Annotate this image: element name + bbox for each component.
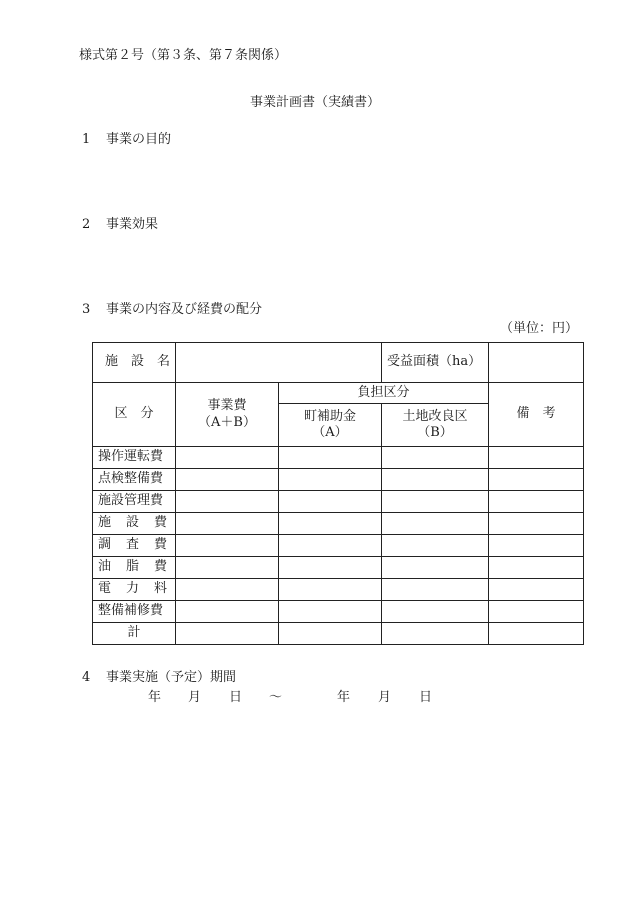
- cost-row-district-cell[interactable]: [382, 579, 489, 601]
- start-year-unit: 年: [148, 690, 162, 705]
- cost-row-district-cell[interactable]: [382, 447, 489, 469]
- town-subsidy-header: [279, 404, 382, 447]
- section-title: 事業実施（予定）期間: [106, 670, 237, 685]
- cost-header: [176, 383, 279, 447]
- section-number: 4: [82, 670, 91, 685]
- total-cost-cell[interactable]: [176, 623, 279, 645]
- header-row-1: [93, 383, 584, 404]
- total-label: 計: [93, 623, 176, 645]
- cost-row-cost-cell[interactable]: [176, 513, 279, 535]
- period-tilde: ～: [269, 690, 283, 705]
- area-value-cell[interactable]: [489, 343, 584, 383]
- section-number: 3: [82, 302, 91, 317]
- cost-row-town-cell[interactable]: [279, 601, 382, 623]
- cost-header-formula: （A＋B）: [198, 414, 256, 430]
- cost-row: [93, 579, 584, 601]
- cost-row-cost-cell[interactable]: [176, 447, 279, 469]
- section-number: 1: [82, 132, 91, 147]
- facility-name-cell[interactable]: [176, 343, 382, 383]
- cost-row-remarks-cell[interactable]: [489, 579, 584, 601]
- cost-row-cost-cell[interactable]: [176, 557, 279, 579]
- total-town-cell[interactable]: [279, 623, 382, 645]
- form-number: 様式第２号（第３条、第７条関係）: [79, 48, 288, 63]
- label-char: 料: [153, 581, 167, 597]
- label-char: 費: [153, 515, 167, 531]
- remarks-header: 備 考: [489, 383, 584, 447]
- cost-row-town-cell[interactable]: [279, 513, 382, 535]
- cost-row-label: 操作運転費: [93, 447, 176, 469]
- cost-row-label: 整備補修費: [93, 601, 176, 623]
- facility-label: 施 設 名: [93, 343, 176, 383]
- label-char: 費: [153, 537, 167, 553]
- cost-row-remarks-cell[interactable]: [489, 557, 584, 579]
- start-month-unit: 月: [188, 690, 202, 705]
- label-char: 費: [153, 559, 167, 575]
- end-year-unit: 年: [337, 690, 351, 705]
- cost-row-cost-cell[interactable]: [176, 491, 279, 513]
- cost-row-label: 施設管理費: [93, 491, 176, 513]
- cost-row-label: [93, 535, 176, 557]
- town-subsidy-label: 町補助金: [303, 408, 356, 424]
- cost-row-town-cell[interactable]: [279, 557, 382, 579]
- cost-row-town-cell[interactable]: [279, 447, 382, 469]
- cost-row-district-cell[interactable]: [382, 513, 489, 535]
- label-char: 油: [98, 559, 112, 575]
- cost-row: [93, 535, 584, 557]
- cost-row-label-chars: [93, 515, 175, 531]
- end-day-unit: 日: [419, 690, 433, 705]
- town-subsidy-sub: （A）: [312, 425, 348, 440]
- label-char: 査: [125, 537, 139, 553]
- facility-row: [93, 343, 584, 383]
- cost-row: [93, 601, 584, 623]
- cost-row-remarks-cell[interactable]: [489, 535, 584, 557]
- unit-note: （単位：円）: [499, 321, 578, 336]
- cost-row-label: [93, 579, 176, 601]
- cost-header-label: 事業費: [207, 398, 247, 414]
- cost-row: [93, 557, 584, 579]
- label-char: 施: [98, 515, 112, 531]
- cost-row-remarks-cell[interactable]: [489, 513, 584, 535]
- section-title: 事業の内容及び経費の配分: [106, 302, 263, 317]
- cost-row-district-cell[interactable]: [382, 469, 489, 491]
- cost-row: [93, 513, 584, 535]
- document-title: 事業計画書（実績書）: [249, 95, 380, 110]
- label-char: 力: [125, 581, 139, 597]
- cost-row-town-cell[interactable]: [279, 469, 382, 491]
- land-district-label: 土地改良区: [402, 408, 468, 424]
- cost-allocation-table: [92, 342, 584, 645]
- cost-row-district-cell[interactable]: [382, 557, 489, 579]
- cost-rows: [93, 447, 584, 623]
- cost-row: [93, 447, 584, 469]
- label-char: 脂: [125, 559, 139, 575]
- section-number: 2: [82, 217, 91, 232]
- land-district-sub: （B）: [417, 425, 453, 440]
- cost-row-remarks-cell[interactable]: [489, 447, 584, 469]
- cost-row-town-cell[interactable]: [279, 579, 382, 601]
- cost-row-cost-cell[interactable]: [176, 579, 279, 601]
- section-title: 事業効果: [106, 217, 159, 232]
- cost-row-remarks-cell[interactable]: [489, 601, 584, 623]
- cost-row-remarks-cell[interactable]: [489, 469, 584, 491]
- burden-header: 負担区分: [279, 383, 489, 404]
- total-row: [93, 623, 584, 645]
- cost-row-remarks-cell[interactable]: [489, 491, 584, 513]
- cost-row-label: [93, 513, 176, 535]
- cost-row-cost-cell[interactable]: [176, 535, 279, 557]
- land-district-header: [382, 404, 489, 447]
- category-header: 区 分: [93, 383, 176, 447]
- cost-row: [93, 469, 584, 491]
- cost-row-cost-cell[interactable]: [176, 601, 279, 623]
- cost-row-label: 点検整備費: [93, 469, 176, 491]
- end-month-unit: 月: [378, 690, 392, 705]
- cost-row-label-chars: [93, 559, 175, 575]
- total-remarks-cell[interactable]: [489, 623, 584, 645]
- cost-row-label-chars: [93, 537, 175, 553]
- cost-row-district-cell[interactable]: [382, 535, 489, 557]
- label-char: 電: [98, 581, 112, 597]
- cost-row-district-cell[interactable]: [382, 491, 489, 513]
- total-district-cell[interactable]: [382, 623, 489, 645]
- area-label: 受益面積（ha）: [382, 343, 489, 383]
- label-char: 設: [125, 515, 139, 531]
- cost-row: [93, 491, 584, 513]
- section-title: 事業の目的: [106, 132, 172, 147]
- cost-row-district-cell[interactable]: [382, 601, 489, 623]
- label-char: 調: [98, 537, 112, 553]
- start-day-unit: 日: [229, 690, 243, 705]
- cost-row-label: [93, 557, 176, 579]
- cost-row-town-cell[interactable]: [279, 491, 382, 513]
- cost-row-cost-cell[interactable]: [176, 469, 279, 491]
- cost-row-label-chars: [93, 581, 175, 597]
- cost-row-town-cell[interactable]: [279, 535, 382, 557]
